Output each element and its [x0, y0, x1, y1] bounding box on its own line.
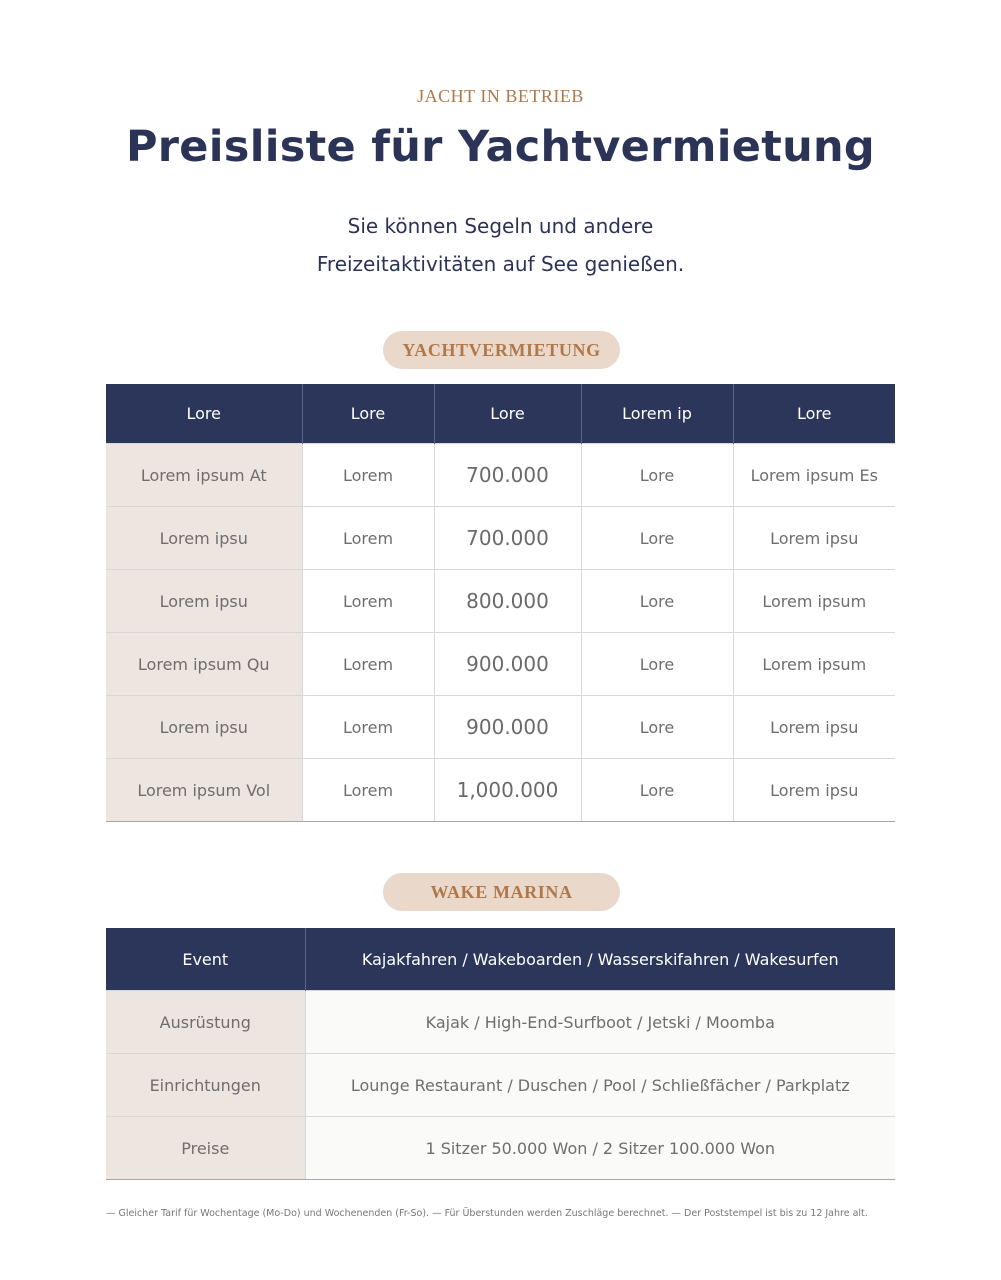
column-header: Lore: [733, 384, 895, 444]
table-cell: Lorem ipsum: [733, 633, 895, 696]
table-row: [106, 633, 895, 696]
row-label: Preise: [106, 1117, 305, 1180]
table-cell: Lore: [581, 696, 733, 759]
row-label: Lorem ipsum Vol: [106, 759, 302, 822]
column-header: Lore: [434, 384, 581, 444]
table-cell: Lore: [581, 507, 733, 570]
table-header-row: [106, 384, 895, 444]
table-cell: Lore: [581, 633, 733, 696]
column-header: Lore: [106, 384, 302, 444]
price-cell: 700.000: [434, 507, 581, 570]
table-cell: Lorem: [302, 759, 434, 822]
price-cell: 900.000: [434, 696, 581, 759]
section-label-yacht: YACHTVERMIETUNG: [383, 331, 620, 369]
table-cell: Lorem: [302, 696, 434, 759]
table-row: [106, 696, 895, 759]
table-cell: Lorem: [302, 444, 434, 507]
row-label: Einrichtungen: [106, 1054, 305, 1117]
subtitle-line-1: Sie können Segeln und andere: [347, 214, 654, 238]
table-cell: Lorem: [302, 507, 434, 570]
table-row: [106, 570, 895, 633]
price-cell: 800.000: [434, 570, 581, 633]
table-cell: Lorem ipsum: [733, 570, 895, 633]
price-cell: 900.000: [434, 633, 581, 696]
table-cell: Lorem ipsu: [733, 759, 895, 822]
column-header: Lorem ip: [581, 384, 733, 444]
table-cell: Lorem ipsu: [733, 696, 895, 759]
row-label: Lorem ipsu: [106, 507, 302, 570]
table-cell: Lounge Restaurant / Duschen / Pool / Schließfächer / Parkplatz: [305, 1054, 895, 1117]
table-row: [106, 991, 895, 1054]
row-label: Lorem ipsum Qu: [106, 633, 302, 696]
column-header: Event: [106, 928, 305, 991]
row-label: Lorem ipsu: [106, 570, 302, 633]
column-header: Kajakfahren / Wakeboarden / Wasserskifahren / Wakesurfen: [305, 928, 895, 991]
table-cell: Lorem: [302, 570, 434, 633]
table-row: [106, 444, 895, 507]
table-cell: Lore: [581, 759, 733, 822]
wake-marina-table: [106, 928, 895, 1180]
table-cell: Lorem ipsum Es: [733, 444, 895, 507]
row-label: Lorem ipsu: [106, 696, 302, 759]
table-row: [106, 1054, 895, 1117]
price-cell: 700.000: [434, 444, 581, 507]
table-cell: 1 Sitzer 50.000 Won / 2 Sitzer 100.000 Won: [305, 1117, 895, 1180]
table-cell: Lore: [581, 570, 733, 633]
table-cell: Lore: [581, 444, 733, 507]
table-cell: Lorem: [302, 633, 434, 696]
table-row: [106, 759, 895, 822]
footnote: — Gleicher Tarif für Wochentage (Mo-Do) und Wochenenden (Fr-So). — Für Überstunden werden Zuschläge berechnet. — Der Poststempel ist bis zu 12 Jahre alt.: [106, 1208, 868, 1219]
page-kicker: JACHT IN BETRIEB: [417, 86, 584, 106]
section-label-wake-marina: WAKE MARINA: [383, 873, 620, 911]
price-cell: 1,000.000: [434, 759, 581, 822]
table-header-row: [106, 928, 895, 991]
table-cell: Kajak / High-End-Surfboot / Jetski / Moomba: [305, 991, 895, 1054]
page-subtitle: [0, 207, 1001, 283]
row-label: Ausrüstung: [106, 991, 305, 1054]
row-label: Lorem ipsum At: [106, 444, 302, 507]
yacht-price-table: [106, 384, 895, 822]
table-cell: Lorem ipsu: [733, 507, 895, 570]
table-row: [106, 507, 895, 570]
page-title: Preisliste für Yachtvermietung: [125, 122, 875, 172]
table-row: [106, 1117, 895, 1180]
column-header: Lore: [302, 384, 434, 444]
subtitle-line-2: Freizeitaktivitäten auf See genießen.: [316, 252, 685, 276]
